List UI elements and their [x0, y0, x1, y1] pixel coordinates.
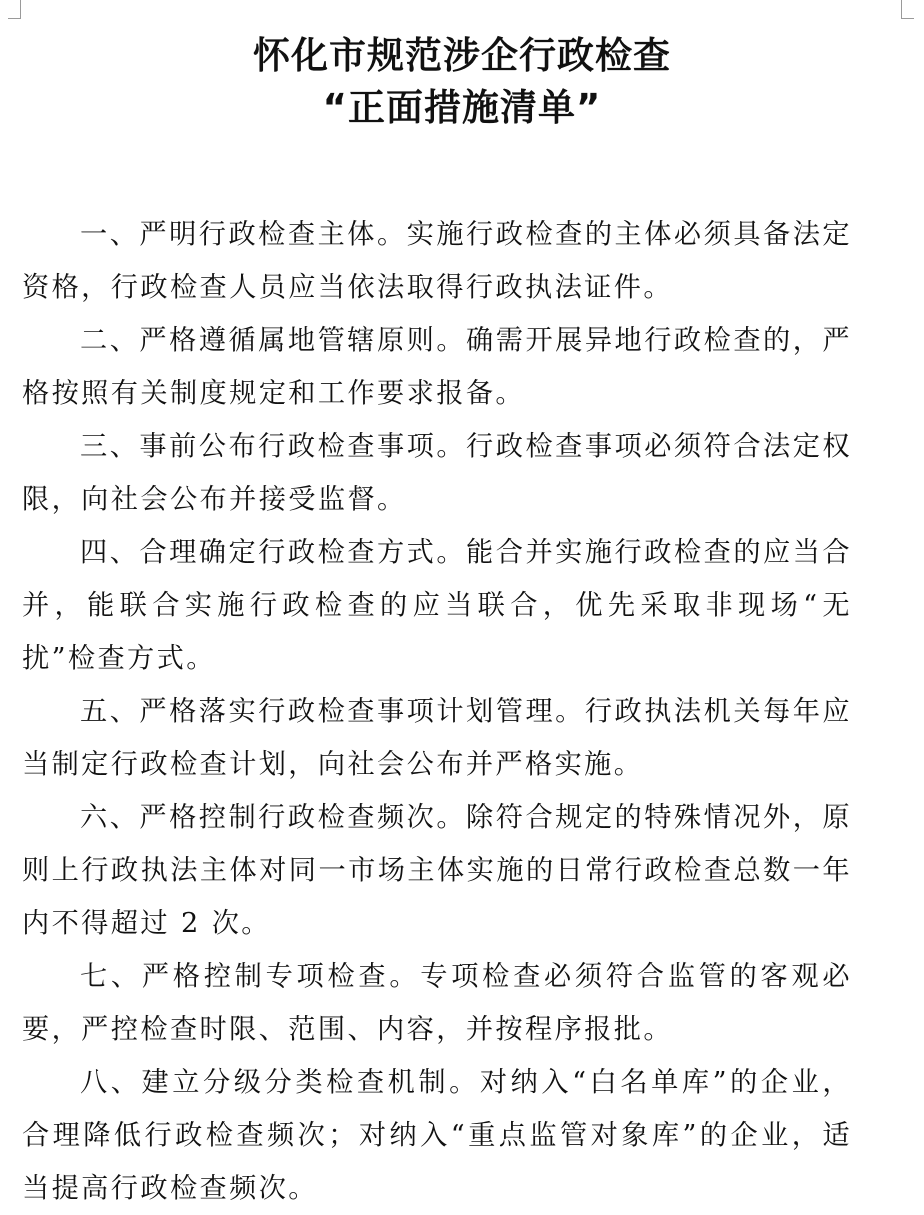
paragraph-item-8: 八、建立分级分类检查机制。对纳入“白名单库”的企业，合理降低行政检查频次；对纳入“重点监管对象库”的企业，适当提高行政检查频次。	[22, 1067, 852, 1204]
paragraph-item-5: 五、严格落实行政检查事项计划管理。行政执法机关每年应当制定行政检查计划，向社会公布并严格实施。	[22, 696, 852, 780]
document-title	[0, 30, 924, 134]
title-line-2: “正面措施清单”	[322, 86, 602, 129]
document-body	[22, 208, 852, 1215]
paragraph-item-7: 七、严格控制专项检查。专项检查必须符合监管的客观必要，严控检查时限、范围、内容，并按程序报批。	[22, 961, 852, 1045]
paragraph-item-1: 一、严明行政检查主体。实施行政检查的主体必须具备法定资格，行政检查人员应当依法取得行政执法证件。	[22, 219, 852, 303]
paragraph-item-2: 二、严格遵循属地管辖原则。确需开展异地行政检查的，严格按照有关制度规定和工作要求报备。	[22, 325, 852, 409]
paragraph-item-4: 四、合理确定行政检查方式。能合并实施行政检查的应当合并，能联合实施行政检查的应当联合，优先采取非现场“无扰”检查方式。	[22, 537, 852, 674]
paragraph-item-6: 六、严格控制行政检查频次。除符合规定的特殊情况外，原则上行政执法主体对同一市场主体实施的日常行政检查总数一年内不得超过 2 次。	[22, 802, 852, 939]
paragraph-item-3: 三、事前公布行政检查事项。行政检查事项必须符合法定权限，向社会公布并接受监督。	[22, 431, 852, 515]
crop-mark-top-right	[901, 0, 914, 19]
title-line-1: 怀化市规范涉企行政检查	[253, 34, 671, 77]
crop-mark-top-left	[8, 0, 21, 19]
